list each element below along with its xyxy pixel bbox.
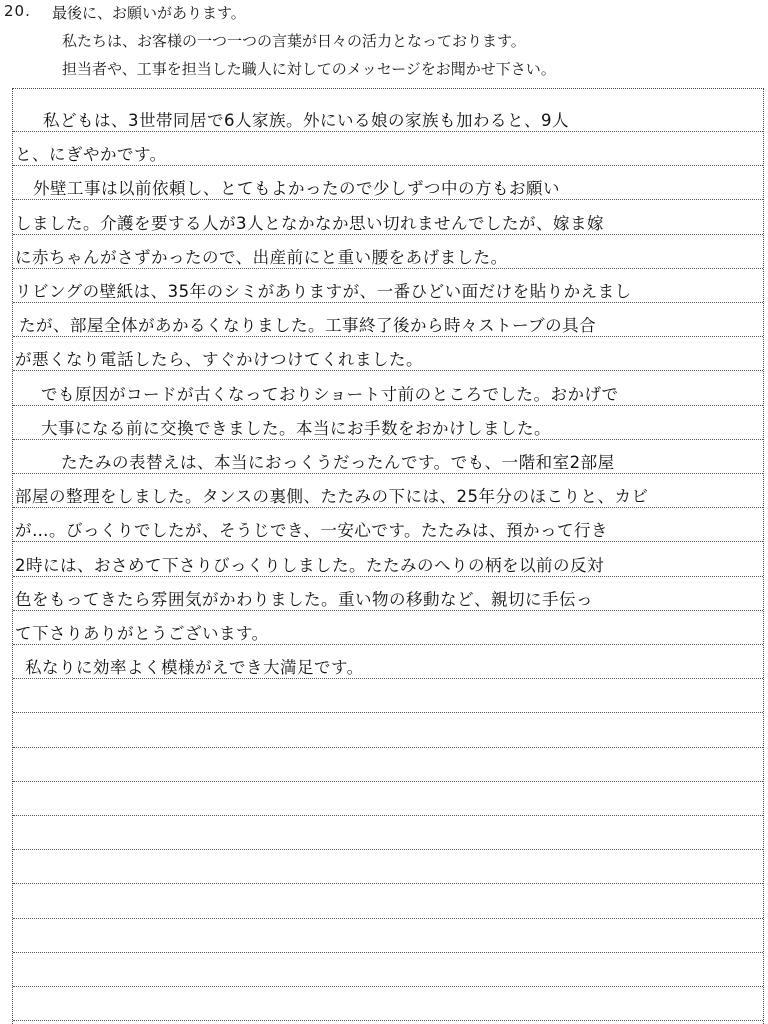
ruled-line [13,234,763,235]
ruled-line [13,336,763,337]
handwritten-line: リビングの壁紙は、35年のシミがありますが、一番ひどい面だけを貼りかえまし [15,282,632,301]
ruled-line [13,1020,763,1021]
handwritten-line: 色をもってきたら雰囲気がかわりました。重い物の移動など、親切に手伝っ [15,589,593,609]
handwritten-line: 私どもは、3世帯同居で6人家族。外にいる娘の家族も加わると、9人 [43,111,569,130]
question-title: 最後に、お願いがあります。 [52,4,246,22]
ruled-line [13,268,763,269]
ruled-line [13,986,763,987]
ruled-line [13,370,763,371]
ruled-line [13,199,763,200]
ruled-line [13,439,763,440]
ruled-line [13,883,763,884]
question-text-line-1: 私たちは、お客様の一つ一つの言葉が日々の活力となっております。 [62,32,526,50]
handwritten-line: しました。介護を要する人が3人となかなか思い切れませんでしたが、嫁ま嫁 [15,213,604,233]
answer-box [12,88,764,1024]
ruled-line [13,849,763,850]
ruled-line [13,747,763,748]
handwritten-line: たが、部屋全体があかるくなりました。工事終了後から時々ストーブの具合 [19,316,597,336]
ruled-line [13,781,763,782]
ruled-line [13,165,763,166]
ruled-line [13,610,763,611]
handwritten-line: に赤ちゃんがさずかったので、出産前にと重い腰をあげました。 [15,247,508,267]
handwritten-line: 部屋の整理をしました。タンスの裏側、たたみの下には、25年分のほこりと、カビ [15,487,649,507]
question-number: 20. [4,2,31,20]
ruled-line [13,302,763,303]
handwritten-line: が…。びっくりでしたが、そうじでき、一安心です。たたみは、預かって行き [15,521,609,541]
ruled-line [13,541,763,542]
handwritten-line: て下さりありがとうございます。 [15,624,269,643]
ruled-line [13,131,763,132]
ruled-line [13,952,763,953]
ruled-line [13,507,763,508]
handwritten-line: でも原因がコードが古くなっておりショート寸前のところでした。おかげで [41,384,619,404]
handwritten-line: と、にぎやかです。 [15,145,167,165]
handwritten-line: 私なりに効率よく模様がえでき大満足です。 [25,658,364,678]
ruled-line [13,918,763,919]
ruled-line [13,473,763,474]
ruled-line [13,678,763,679]
ruled-line [13,815,763,816]
handwritten-line: 外壁工事は以前依頼し、とてもよかったので少しずつ中の方もお願い [33,179,560,199]
question-text-line-2: 担当者や、工事を担当した職人に対してのメッセージをお聞かせ下さい。 [62,60,556,78]
handwritten-line: 大事になる前に交換できました。本当にお手数をおかけしました。 [41,418,551,438]
ruled-line [13,576,763,577]
handwritten-line: たたみの表替えは、本当におっくうだったんです。でも、一階和室2部屋 [61,453,615,472]
ruled-line [13,712,763,713]
ruled-line [13,644,763,645]
handwritten-line: が悪くなり電話したら、すぐかけつけてくれました。 [15,350,423,370]
ruled-line [13,405,763,406]
handwritten-line: 2時には、おさめて下さりびっくりしました。たたみのへりの柄を以前の反対 [15,555,604,575]
